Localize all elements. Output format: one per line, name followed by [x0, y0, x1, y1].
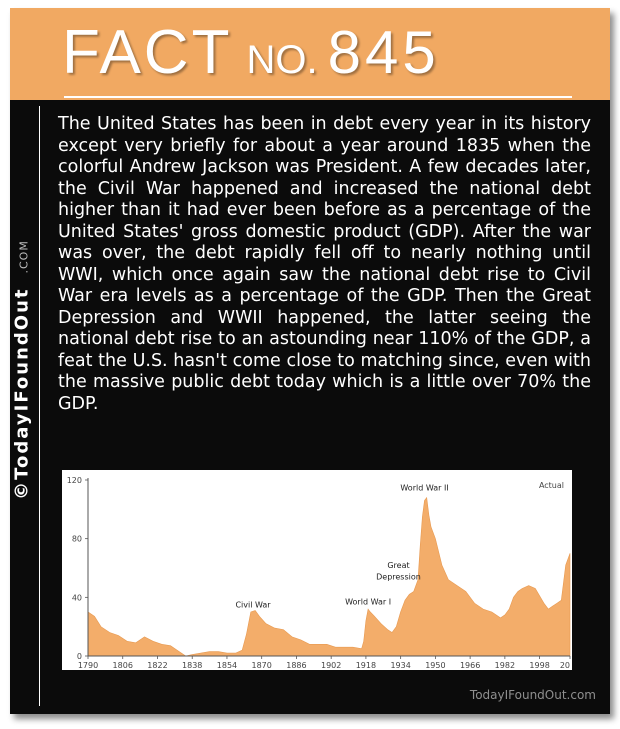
y-tick-label: 120 — [66, 476, 82, 485]
event-annotation: Civil War — [235, 600, 271, 610]
title-underline — [64, 96, 572, 98]
x-tick-label: 1822 — [147, 661, 168, 670]
title-banner — [10, 8, 610, 100]
legend-actual: Actual — [538, 481, 564, 490]
debt-chart — [62, 470, 572, 670]
debt-area-series-0 — [88, 498, 570, 656]
x-tick-label: 1902 — [320, 661, 342, 670]
x-tick-label: 1806 — [112, 661, 133, 670]
event-annotation: Great — [387, 561, 410, 570]
sidebar-brand: ©TodayIFoundOut — [11, 287, 33, 500]
x-tick-label: 1886 — [286, 661, 307, 670]
x-tick-label: 1790 — [77, 661, 99, 670]
fact-title — [62, 18, 440, 87]
debt-chart-svg — [62, 470, 572, 670]
x-tick-label: 1998 — [529, 661, 550, 670]
x-tick-label: 1966 — [459, 661, 481, 670]
sidebar-site: .COM — [17, 240, 31, 274]
x-tick-label: 1934 — [390, 661, 411, 670]
x-tick-label: 1950 — [425, 661, 446, 670]
event-annotation: World War II — [400, 483, 449, 493]
event-annotation: Depression — [376, 572, 421, 582]
y-tick-label: 80 — [71, 534, 82, 544]
x-tick-label: 1870 — [251, 661, 272, 670]
sidebar-divider — [39, 106, 40, 706]
fact-card — [10, 8, 610, 714]
fact-no-label: NO. — [246, 38, 318, 82]
fact-word: FACT — [62, 18, 233, 87]
event-annotation: World War I — [345, 597, 392, 607]
x-tick-label: 1838 — [182, 661, 203, 670]
fact-body-text: The United States has been in debt every year in its history except very briefly for about a year around 1835 when the colorful Andrew Jackson was President. A few decades later, the Civil War happened and increased the national debt higher than it had ever been before as a percentage of the United States' gross domestic product (GDP). After the war was over, the debt rapidly fell off to nearly nothing until WWI, which once again saw the national debt rise to Civil War era levels as a percentage of the GDP. Then the Great Depression and WWII happened, the latter seeing the national debt rise to an astounding near 110% of the GDP, a feat the U.S. hasn't come close to matching since, even with the massive public debt today which is a little over 70% the GDP. — [58, 114, 591, 414]
fact-number: 845 — [327, 19, 440, 86]
x-tick-label: 1918 — [355, 661, 377, 670]
x-tick-label: 1854 — [216, 661, 238, 670]
y-tick-label: 0 — [76, 652, 82, 661]
x-tick-label: 20 — [559, 661, 570, 670]
y-tick-label: 40 — [71, 593, 82, 603]
footer-site: TodayIFoundOut.com — [469, 688, 596, 702]
x-tick-label: 1982 — [494, 661, 516, 670]
